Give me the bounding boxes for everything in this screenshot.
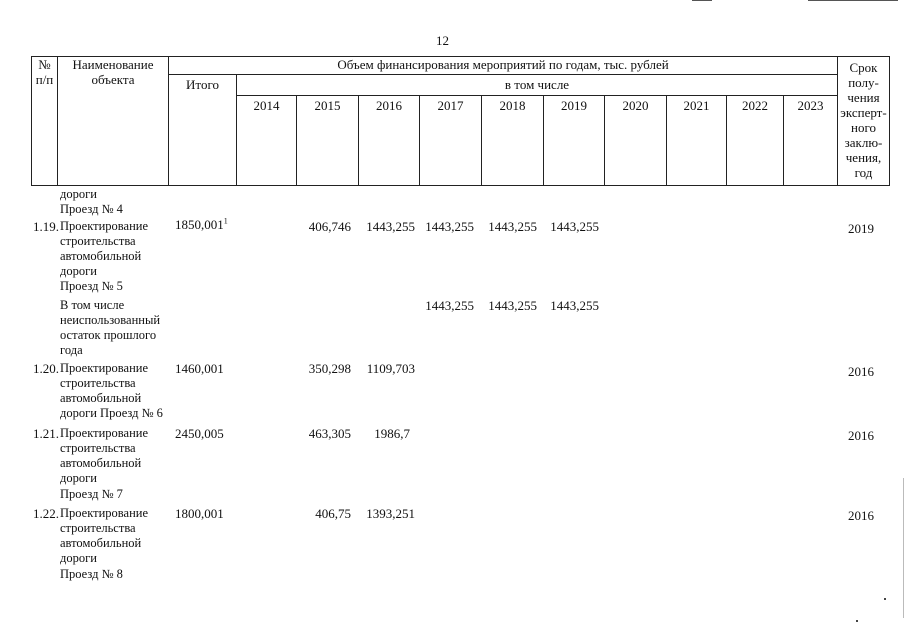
page-number: 12 (436, 33, 449, 48)
value-2015: 350,298 (308, 361, 351, 376)
total-amount: 1460,001 (175, 361, 224, 376)
object-name-line: Проезд № 8 (60, 567, 123, 581)
scan-artifact-line (692, 0, 712, 1)
header-year: 2019 (544, 96, 605, 186)
object-name-line: строительства (60, 234, 136, 248)
continuation-line: Проезд № 4 (60, 202, 123, 216)
object-name-line: В том числе (60, 298, 125, 312)
header-year: 2015 (297, 96, 359, 186)
header-col-deadline: Срок полу- чения эксперт- ного заклю- чения, год (838, 57, 890, 186)
object-name-line: строительства (60, 441, 136, 455)
value-2016: 1393,251 (366, 506, 415, 521)
total-amount: 1850,001 (175, 217, 224, 232)
object-name-line: дороги (60, 264, 97, 278)
header-col-number: № п/п (32, 57, 58, 186)
object-name-line: Проектирование (60, 506, 149, 520)
value-2015: 406,75 (315, 506, 351, 521)
scan-artifact-dot (856, 620, 858, 622)
object-name-line: автомобильной (60, 536, 142, 550)
header-year: 2016 (359, 96, 420, 186)
object-name-line: неиспользованный (60, 313, 161, 327)
value-2015: 406,746 (308, 219, 351, 234)
value-2017: 1443,255 (425, 298, 474, 313)
continuation-line: дороги (60, 187, 97, 201)
object-name-line: строительства (60, 376, 136, 390)
value-2016: 1109,703 (366, 361, 415, 376)
object-name-line: года (60, 343, 83, 357)
header-year: 2020 (605, 96, 667, 186)
value-2016: 1443,255 (366, 219, 415, 234)
object-name-line: автомобильной (60, 391, 142, 405)
value-2016: 1986,7 (374, 426, 410, 441)
header-year: 2022 (727, 96, 784, 186)
value-2015: 463,305 (308, 426, 351, 441)
table-header (31, 56, 890, 186)
deadline-year: 2016 (848, 364, 874, 379)
value-2019: 1443,255 (550, 298, 599, 313)
deadline-year: 2019 (848, 221, 874, 236)
object-name-line: Проезд № 5 (60, 279, 123, 293)
value-2019: 1443,255 (550, 219, 599, 234)
value-2017: 1443,255 (425, 219, 474, 234)
object-name-line: дороги (60, 551, 97, 565)
object-name-line: Проектирование (60, 219, 149, 233)
header-year: 2014 (237, 96, 297, 186)
object-name-line: Проектирование (60, 361, 149, 375)
row-number: 1.22. (33, 506, 59, 521)
header-col-total: Итого (169, 75, 237, 186)
deadline-year: 2016 (848, 428, 874, 443)
header-year: 2018 (482, 96, 544, 186)
object-name-line: строительства (60, 521, 136, 535)
row-number: 1.21. (33, 426, 59, 441)
object-name-line: автомобильной (60, 456, 142, 470)
deadline-year: 2016 (848, 508, 874, 523)
header-year: 2021 (667, 96, 727, 186)
header-col-including: в том числе (237, 75, 838, 96)
value-2018: 1443,255 (488, 298, 537, 313)
footnote-mark: 1 (223, 216, 228, 226)
object-name-line: Проезд № 7 (60, 487, 123, 501)
total-amount: 2450,005 (175, 426, 224, 441)
object-name-line: дороги (60, 471, 97, 485)
row-number: 1.20. (33, 361, 59, 376)
object-name-line: автомобильной (60, 249, 142, 263)
object-name-line: дороги Проезд № 6 (60, 406, 163, 420)
scan-artifact-dot (884, 598, 886, 600)
scan-artifact-line (808, 0, 898, 1)
total-value (175, 217, 228, 232)
scan-artifact-edge (903, 478, 904, 618)
header-col-name: Наименование объекта (58, 57, 169, 186)
row-number: 1.19. (33, 219, 59, 234)
header-year: 2017 (420, 96, 482, 186)
object-name-line: Проектирование (60, 426, 149, 440)
object-name-line: остаток прошлого (60, 328, 157, 342)
header-year: 2023 (784, 96, 838, 186)
value-2018: 1443,255 (488, 219, 537, 234)
total-amount: 1800,001 (175, 506, 224, 521)
header-col-funding: Объем финансирования мероприятий по годам, тыс. рублей (169, 57, 838, 75)
